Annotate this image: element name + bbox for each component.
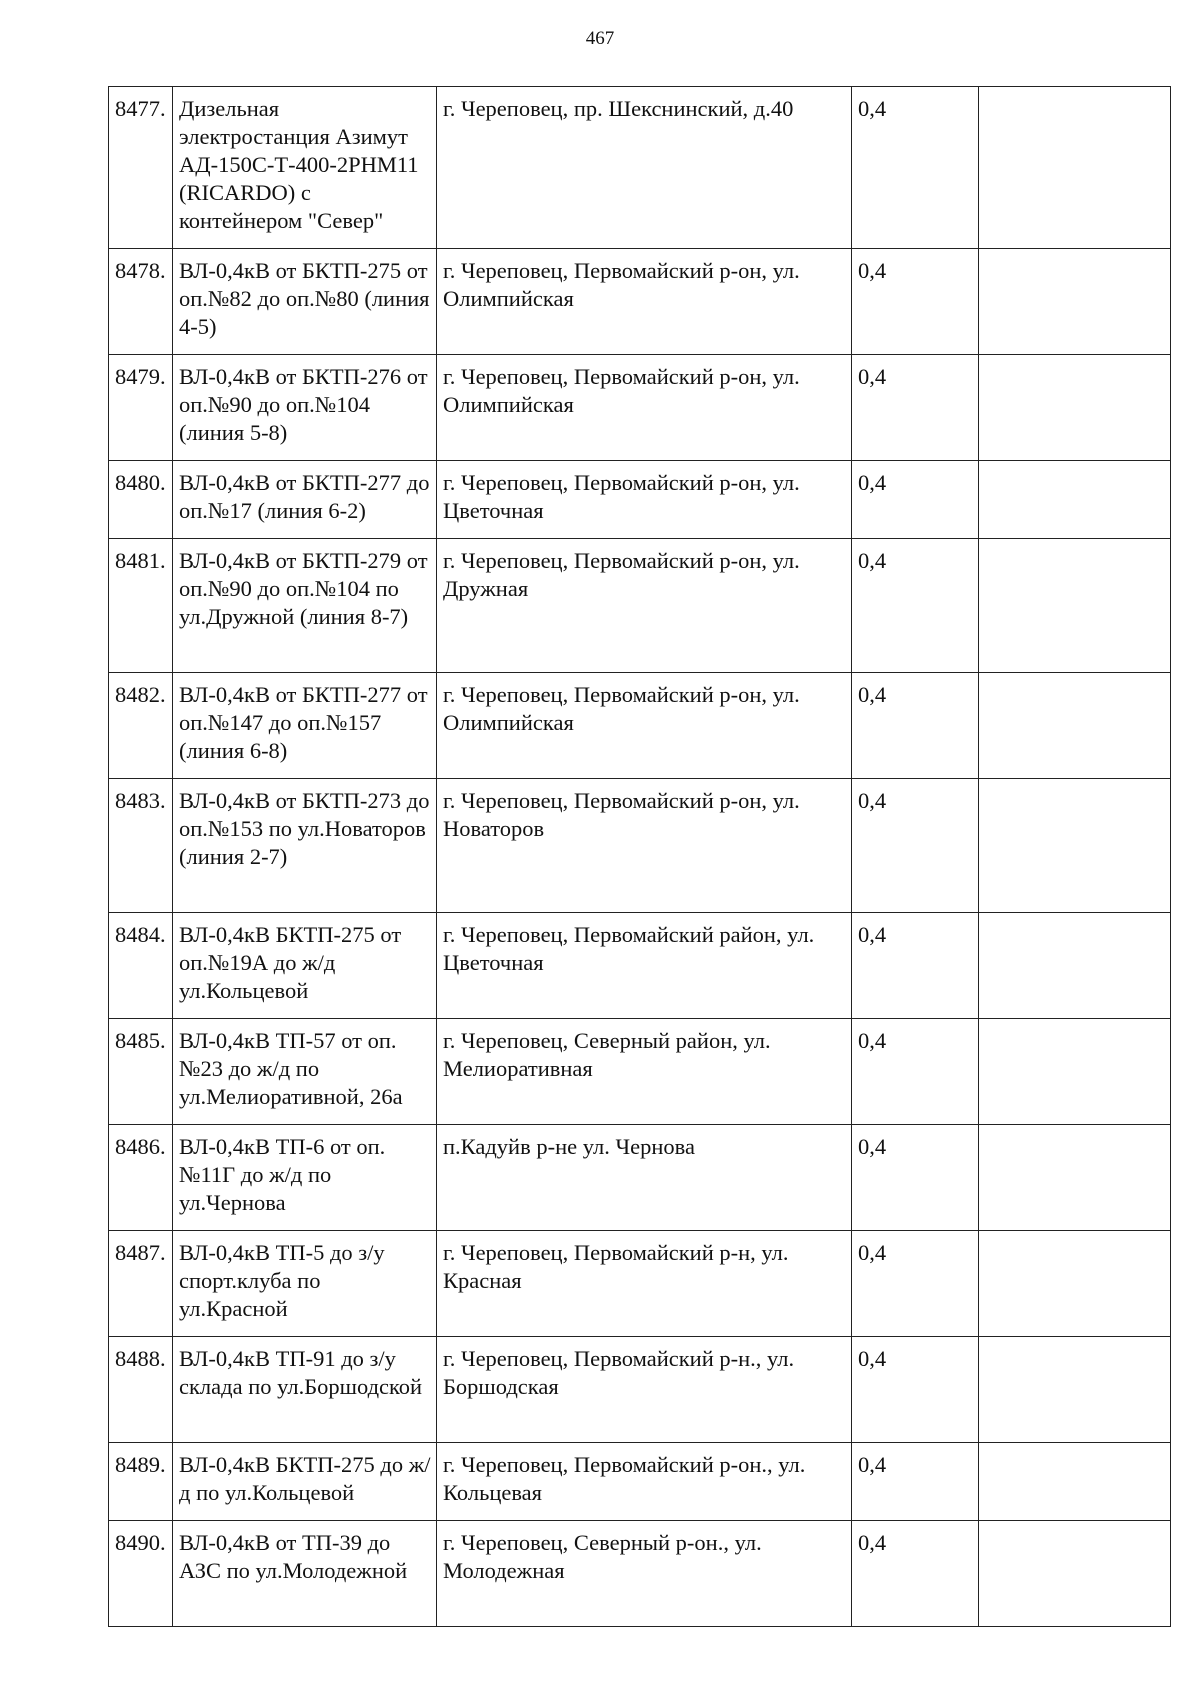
object-name: ВЛ-0,4кВ от БКТП-275 от оп.№82 до оп.№80 (линия 4-5) — [173, 249, 437, 355]
object-address: г. Череповец, пр. Шекснинский, д.40 — [437, 87, 852, 249]
row-number: 8487. — [109, 1231, 173, 1337]
page-number: 467 — [585, 28, 615, 49]
object-address: г. Череповец, Северный р-он., ул. Молодежная — [437, 1521, 852, 1627]
empty-cell — [979, 1337, 1171, 1443]
object-address: г. Череповец, Первомайский р-он, ул. Новаторов — [437, 779, 852, 913]
row-number: 8489. — [109, 1443, 173, 1521]
row-number: 8483. — [109, 779, 173, 913]
object-address: г. Череповец, Первомайский район, ул. Цветочная — [437, 913, 852, 1019]
empty-cell — [979, 249, 1171, 355]
empty-cell — [979, 87, 1171, 249]
voltage-value: 0,4 — [852, 249, 979, 355]
row-number: 8484. — [109, 913, 173, 1019]
object-name: ВЛ-0,4кВ от БКТП-279 от оп.№90 до оп.№104 по ул.Дружной (линия 8-7) — [173, 539, 437, 673]
table-row — [109, 1231, 1171, 1337]
object-name: ВЛ-0,4кВ ТП-57 от оп.№23 до ж/д по ул.Мелиоративной, 26а — [173, 1019, 437, 1125]
table-row — [109, 1521, 1171, 1627]
voltage-value: 0,4 — [852, 913, 979, 1019]
object-address: г. Череповец, Первомайский р-он, ул. Олимпийская — [437, 673, 852, 779]
object-address: г. Череповец, Первомайский р-он, ул. Дружная — [437, 539, 852, 673]
table-row — [109, 1337, 1171, 1443]
object-address: г. Череповец, Первомайский р-он., ул. Кольцевая — [437, 1443, 852, 1521]
table-row — [109, 779, 1171, 913]
table-row — [109, 87, 1171, 249]
empty-cell — [979, 1125, 1171, 1231]
registry-table-body — [109, 87, 1171, 1627]
row-number: 8481. — [109, 539, 173, 673]
object-address: г. Череповец, Первомайский р-он, ул. Олимпийская — [437, 249, 852, 355]
empty-cell — [979, 673, 1171, 779]
table-row — [109, 461, 1171, 539]
object-address: г. Череповец, Первомайский р-н, ул. Красная — [437, 1231, 852, 1337]
object-name: Дизельная электростанция Азимут АД-150С-Т-400-2РНМ11 (RICARDO) с контейнером "Север" — [173, 87, 437, 249]
object-address: г. Череповец, Первомайский р-он, ул. Олимпийская — [437, 355, 852, 461]
empty-cell — [979, 913, 1171, 1019]
object-name: ВЛ-0,4кВ от ТП-39 до АЗС по ул.Молодежной — [173, 1521, 437, 1627]
empty-cell — [979, 1521, 1171, 1627]
object-name: ВЛ-0,4кВ БКТП-275 от оп.№19А до ж/д ул.Кольцевой — [173, 913, 437, 1019]
object-address: г. Череповец, Первомайский р-он, ул. Цветочная — [437, 461, 852, 539]
voltage-value: 0,4 — [852, 1125, 979, 1231]
empty-cell — [979, 1019, 1171, 1125]
voltage-value: 0,4 — [852, 779, 979, 913]
voltage-value: 0,4 — [852, 539, 979, 673]
voltage-value: 0,4 — [852, 87, 979, 249]
row-number: 8480. — [109, 461, 173, 539]
row-number: 8477. — [109, 87, 173, 249]
object-name: ВЛ-0,4кВ от БКТП-273 до оп.№153 по ул.Новаторов (линия 2-7) — [173, 779, 437, 913]
object-name: ВЛ-0,4кВ от БКТП-276 от оп.№90 до оп.№104 (линия 5-8) — [173, 355, 437, 461]
object-name: ВЛ-0,4кВ ТП-91 до з/у склада по ул.Боршодской — [173, 1337, 437, 1443]
table-row — [109, 1019, 1171, 1125]
table-row — [109, 673, 1171, 779]
voltage-value: 0,4 — [852, 1443, 979, 1521]
table-row — [109, 355, 1171, 461]
table-row — [109, 913, 1171, 1019]
object-address: п.Кадуйв р-не ул. Чернова — [437, 1125, 852, 1231]
row-number: 8488. — [109, 1337, 173, 1443]
object-name: ВЛ-0,4кВ БКТП-275 до ж/д по ул.Кольцевой — [173, 1443, 437, 1521]
table-row — [109, 1125, 1171, 1231]
empty-cell — [979, 779, 1171, 913]
voltage-value: 0,4 — [852, 1019, 979, 1125]
table-row — [109, 1443, 1171, 1521]
voltage-value: 0,4 — [852, 673, 979, 779]
object-name: ВЛ-0,4кВ ТП-5 до з/у спорт.клуба по ул.Красной — [173, 1231, 437, 1337]
row-number: 8478. — [109, 249, 173, 355]
row-number: 8479. — [109, 355, 173, 461]
empty-cell — [979, 1231, 1171, 1337]
object-name: ВЛ-0,4кВ ТП-6 от оп.№11Г до ж/д по ул.Чернова — [173, 1125, 437, 1231]
object-name: ВЛ-0,4кВ от БКТП-277 до оп.№17 (линия 6-2) — [173, 461, 437, 539]
object-address: г. Череповец, Северный район, ул. Мелиоративная — [437, 1019, 852, 1125]
empty-cell — [979, 355, 1171, 461]
table-row — [109, 539, 1171, 673]
voltage-value: 0,4 — [852, 355, 979, 461]
row-number: 8485. — [109, 1019, 173, 1125]
empty-cell — [979, 461, 1171, 539]
object-address: г. Череповец, Первомайский р-н., ул. Боршодская — [437, 1337, 852, 1443]
voltage-value: 0,4 — [852, 1521, 979, 1627]
row-number: 8490. — [109, 1521, 173, 1627]
object-name: ВЛ-0,4кВ от БКТП-277 от оп.№147 до оп.№157 (линия 6-8) — [173, 673, 437, 779]
registry-table — [108, 86, 1171, 1627]
voltage-value: 0,4 — [852, 461, 979, 539]
row-number: 8486. — [109, 1125, 173, 1231]
empty-cell — [979, 1443, 1171, 1521]
table-row — [109, 249, 1171, 355]
voltage-value: 0,4 — [852, 1337, 979, 1443]
voltage-value: 0,4 — [852, 1231, 979, 1337]
row-number: 8482. — [109, 673, 173, 779]
empty-cell — [979, 539, 1171, 673]
